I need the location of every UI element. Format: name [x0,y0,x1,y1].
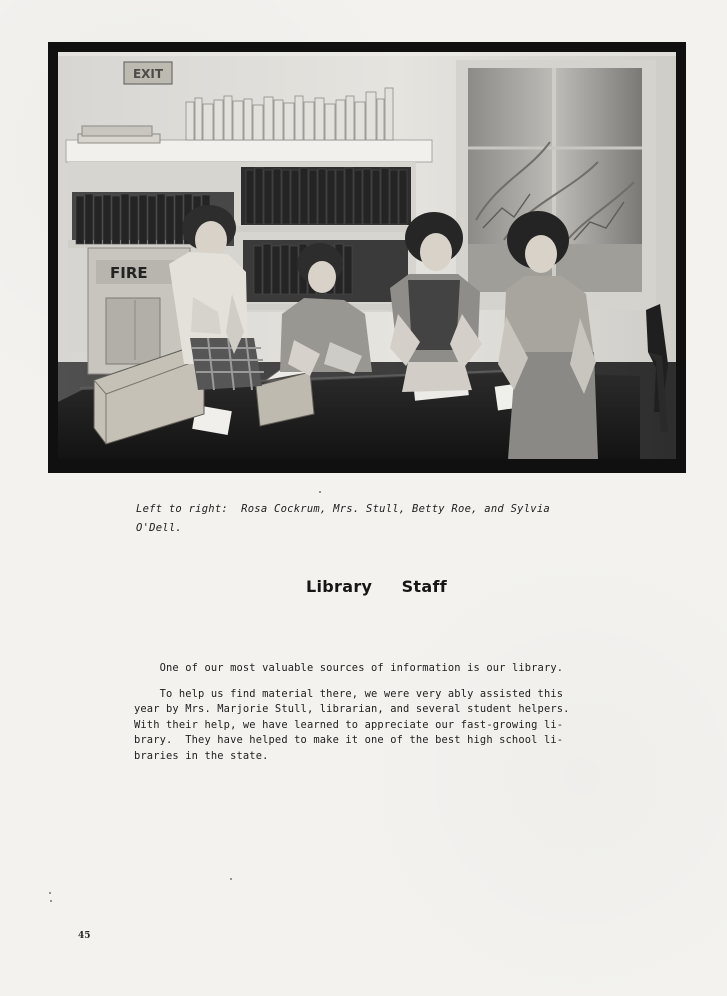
body-text [134,661,604,764]
body-paragraph-1: One of our most valuable sources of information is our library. [134,662,564,674]
paper-speck [50,900,52,902]
page-title: Library Staff [306,577,447,596]
library-staff-photo [48,42,686,473]
paper-speck [319,491,321,493]
paper-speck [49,892,51,894]
library-scene [58,52,676,459]
paper-speck [230,878,232,880]
photo-caption: Left to right: Rosa Cockrum, Mrs. Stull, Betty Roe, and Sylvia O'Dell. [136,503,551,534]
page-number: 45 [78,931,91,941]
svg-text:FIRE: FIRE [110,264,148,282]
svg-text:EXIT: EXIT [132,67,164,81]
body-paragraph-2: To help us find material there, we were very ably assisted this year by Mrs. Marjorie Stull, librarian, and several student helpers. With their help, we have learned to appreciate our fast-growing li- brary. They have helped to make it one of the best high school li- braries in the state. [134,687,570,762]
exit-sign [124,62,172,84]
